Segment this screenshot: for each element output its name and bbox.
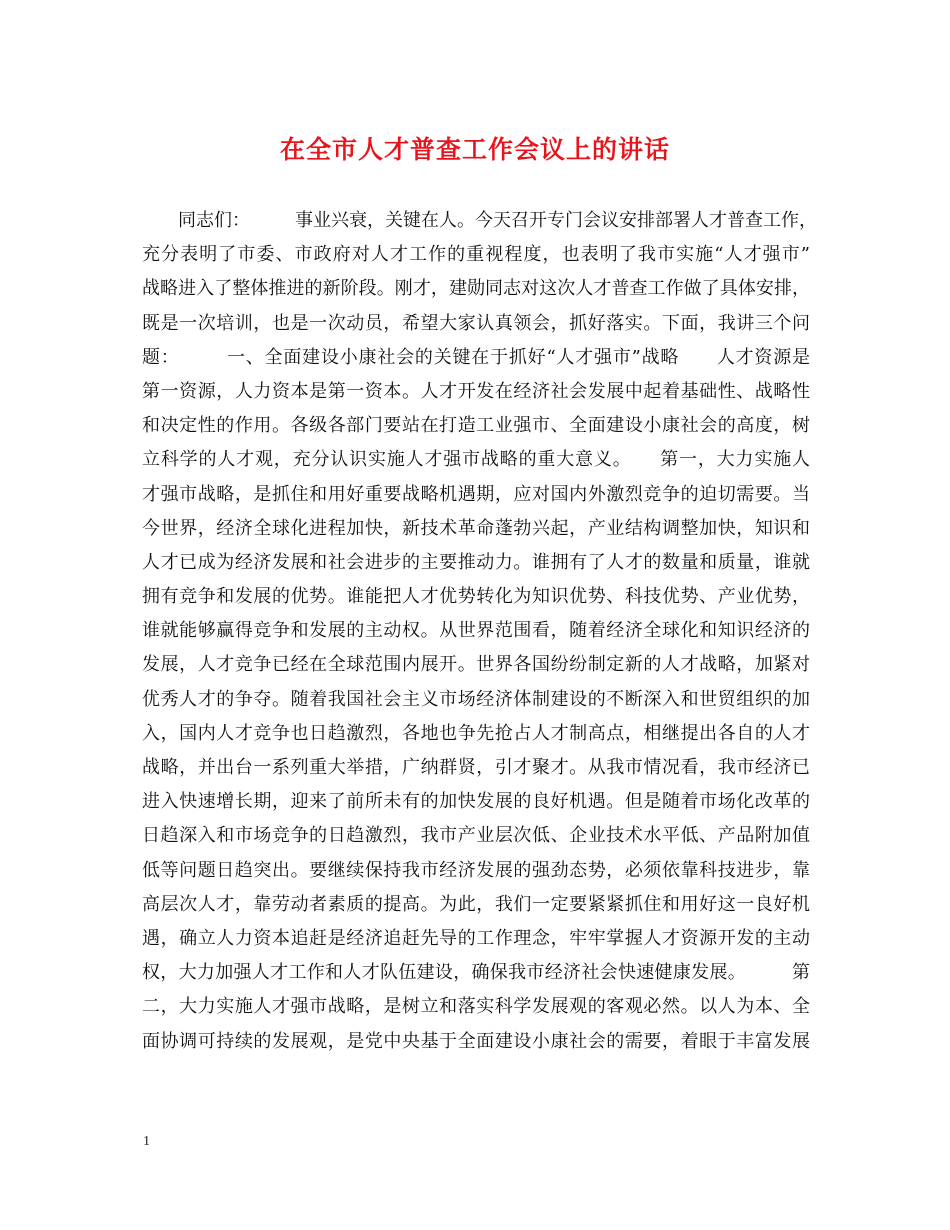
body-line: 战略，并出台一系列重大举措，广纳群贤，引才聚才。从我市情况看，我市经济已 — [142, 757, 810, 778]
page-number: 1 — [143, 1134, 150, 1149]
body-line: 既是一次培训，也是一次动员，希望大家认真领会，抓好落实。下面，我讲三个问 — [142, 312, 810, 334]
document-body — [142, 204, 817, 1059]
body-line: 立科学的人才观，充分认识实施人才强市战略的重大意义。 第一，大力实施人 — [142, 449, 810, 471]
body-line: 人才已成为经济发展和社会进步的主要推动力。谁拥有了人才的数量和质量，谁就 — [142, 551, 810, 573]
body-line: 低等问题日趋突出。要继续保持我市经济发展的强劲态势，必须依靠科技进步，靠 — [142, 859, 810, 881]
body-line: 才强市战略，是抓住和用好重要战略机遇期，应对国内外激烈竞争的迫切需要。当 — [142, 483, 810, 505]
body-line: 权，大力加强人才工作和人才队伍建设，确保我市经济社会快速健康发展。 第 — [142, 962, 810, 984]
body-line: 面协调可持续的发展观，是党中央基于全面建设小康社会的需要，着眼于丰富发展 — [142, 1030, 810, 1052]
body-line: 充分表明了市委、市政府对人才工作的重视程度，也表明了我市实施“人才强市” — [142, 244, 810, 266]
body-line: 遇，确立人力资本追赶是经济追赶先导的工作理念，牢牢掌握人才资源开发的主动 — [142, 927, 810, 949]
page-title: 在全市人才普查工作会议上的讲话 — [279, 135, 670, 164]
body-line: 进入快速增长期，迎来了前所未有的加快发展的良好机遇。但是随着市场化改革的 — [142, 791, 810, 813]
body-line: 发展，人才竞争已经在全球范围内展开。世界各国纷纷制定新的人才战略，加紧对 — [142, 654, 810, 676]
body-line: 今世界，经济全球化进程加快，新技术革命蓬勃兴起，产业结构调整加快，知识和 — [142, 517, 810, 539]
body-line: 战略进入了整体推进的新阶段。刚才，建勋同志对这次人才普查工作做了具体安排， — [142, 278, 810, 300]
body-line: 高层次人才，靠劳动者素质的提高。为此，我们一定要紧紧抓住和用好这一良好机 — [142, 893, 810, 915]
body-line: 同志们： 事业兴衰，关键在人。今天召开专门会议安排部署人才普查工作， — [178, 210, 817, 231]
body-line: 二，大力实施人才强市战略，是树立和落实科学发展观的客观必然。以人为本、全 — [142, 996, 810, 1018]
body-line: 日趋深入和市场竞争的日趋激烈，我市产业层次低、企业技术水平低、产品附加值 — [142, 825, 810, 847]
body-line: 谁就能够赢得竞争和发展的主动权。从世界范围看，随着经济全球化和知识经济的 — [142, 620, 810, 642]
body-line: 优秀人才的争夺。随着我国社会主义市场经济体制建设的不断深入和世贸组织的加 — [142, 688, 810, 710]
body-line: 拥有竞争和发展的优势。谁能把人才优势转化为知识优势、科技优势、产业优势， — [142, 586, 810, 608]
body-line: 第一资源，人力资本是第一资本。人才开发在经济社会发展中起着基础性、战略性 — [142, 380, 810, 402]
body-line: 题： 一、全面建设小康社会的关键在于抓好“人才强市”战略 人才资源是 — [142, 346, 810, 368]
body-line: 入，国内人才竞争也日趋激烈，各地也争先抢占人才制高点，相继提出各自的人才 — [142, 722, 810, 744]
body-line: 和决定性的作用。各级各部门要站在打造工业强市、全面建设小康社会的高度，树 — [142, 415, 810, 437]
